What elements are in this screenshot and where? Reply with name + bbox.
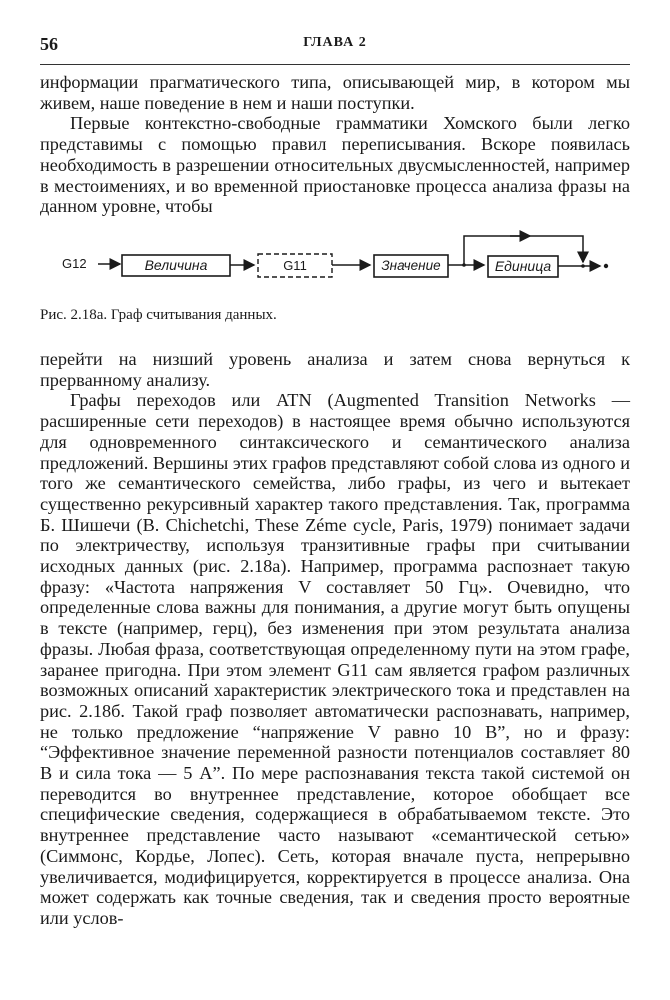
- chapter-title: ГЛАВА 2: [303, 35, 367, 50]
- graph-start-label: G12: [62, 256, 87, 271]
- header-rule: [40, 64, 630, 65]
- paragraph: Первые контекстно-свободные грамматики Хомского были легко представимы с помощью правил переписывания. Вскоре появилась необходимость в разрешении относительных двусмысленностей, например в местоимениях, и во временной приостановке процесса анализа фразы на данном уровне, чтобы: [40, 113, 630, 217]
- text-block-bottom: [40, 349, 630, 929]
- graph-node-label: G11: [283, 258, 307, 273]
- graph-node-label: Величина: [144, 257, 208, 273]
- transition-graph: [40, 228, 630, 288]
- graph-junction: [581, 264, 585, 268]
- graph-node-label: Значение: [381, 258, 441, 273]
- running-header: [40, 34, 630, 60]
- graph-end-node: [604, 264, 608, 268]
- graph-node-label: Единица: [494, 258, 552, 274]
- figure-caption: Рис. 2.18а. Граф считывания данных.: [40, 307, 277, 323]
- page-number: 56: [40, 34, 58, 54]
- paragraph: Графы переходов или ATN (Augmented Transition Networks — расширенные сети переходов) в настоящее время обычно используются для одновременного синтаксического и семантического анализа предложений. Вершины этих графов представляют собой слова из одного и того же семантического семейства, либо графы, из чего и вытекает существенно рекурсивный характер такого представления. Так, программа Б. Шишечи (B. Chichetchi, These Zéme cycle, Paris, 1979) понимает задачи по электричеству, используя транзитивные графы при считывании исходных данных (рис. 2.18а). Например, программа распознает такую фразу: «Частота напряжения V составляет 50 Гц». Очевидно, что определенные слова важны для понимания, а другие могут быть опущены в тексте (например, герц), без изменения при этом результата анализа фразы. Любая фраза, соответствующая определенному пути на этом графе, заранее пригодна. При этом элемент G11 сам является графом различных возможных описаний характеристик электрического тока и представлен на рис. 2.18б. Такой граф позволяет автоматически распознавать, например, не только предложение “напряжение V равно 10 B”, но и фразу: “Эффективное значение переменной разности потенциалов составляет 80 B и сила тока — 5 A”. По мере распознавания текста такой системой он переводится во внутреннее представление, которое обобщает все специфические сведения, содержащиеся в обрабатываемом тексте. Это внутреннее представление часто называют «семантической сетью» (Симмонс, Кордье, Лопес). Сеть, которая вначале пуста, непрерывно увеличивается, модифицируется, корректируется в процессе анализа. Она может содержать как точные сведения, так и сведения просто вероятные или услов-: [40, 390, 631, 928]
- text-block-top: [40, 72, 630, 217]
- paragraph: информации прагматического типа, описывающей мир, в котором мы живем, наше поведение в нем и наши поступки.: [40, 72, 630, 113]
- paragraph: перейти на низший уровень анализа и затем снова вернуться к прерванному анализу.: [40, 349, 630, 390]
- figure-2-18a: [40, 228, 630, 288]
